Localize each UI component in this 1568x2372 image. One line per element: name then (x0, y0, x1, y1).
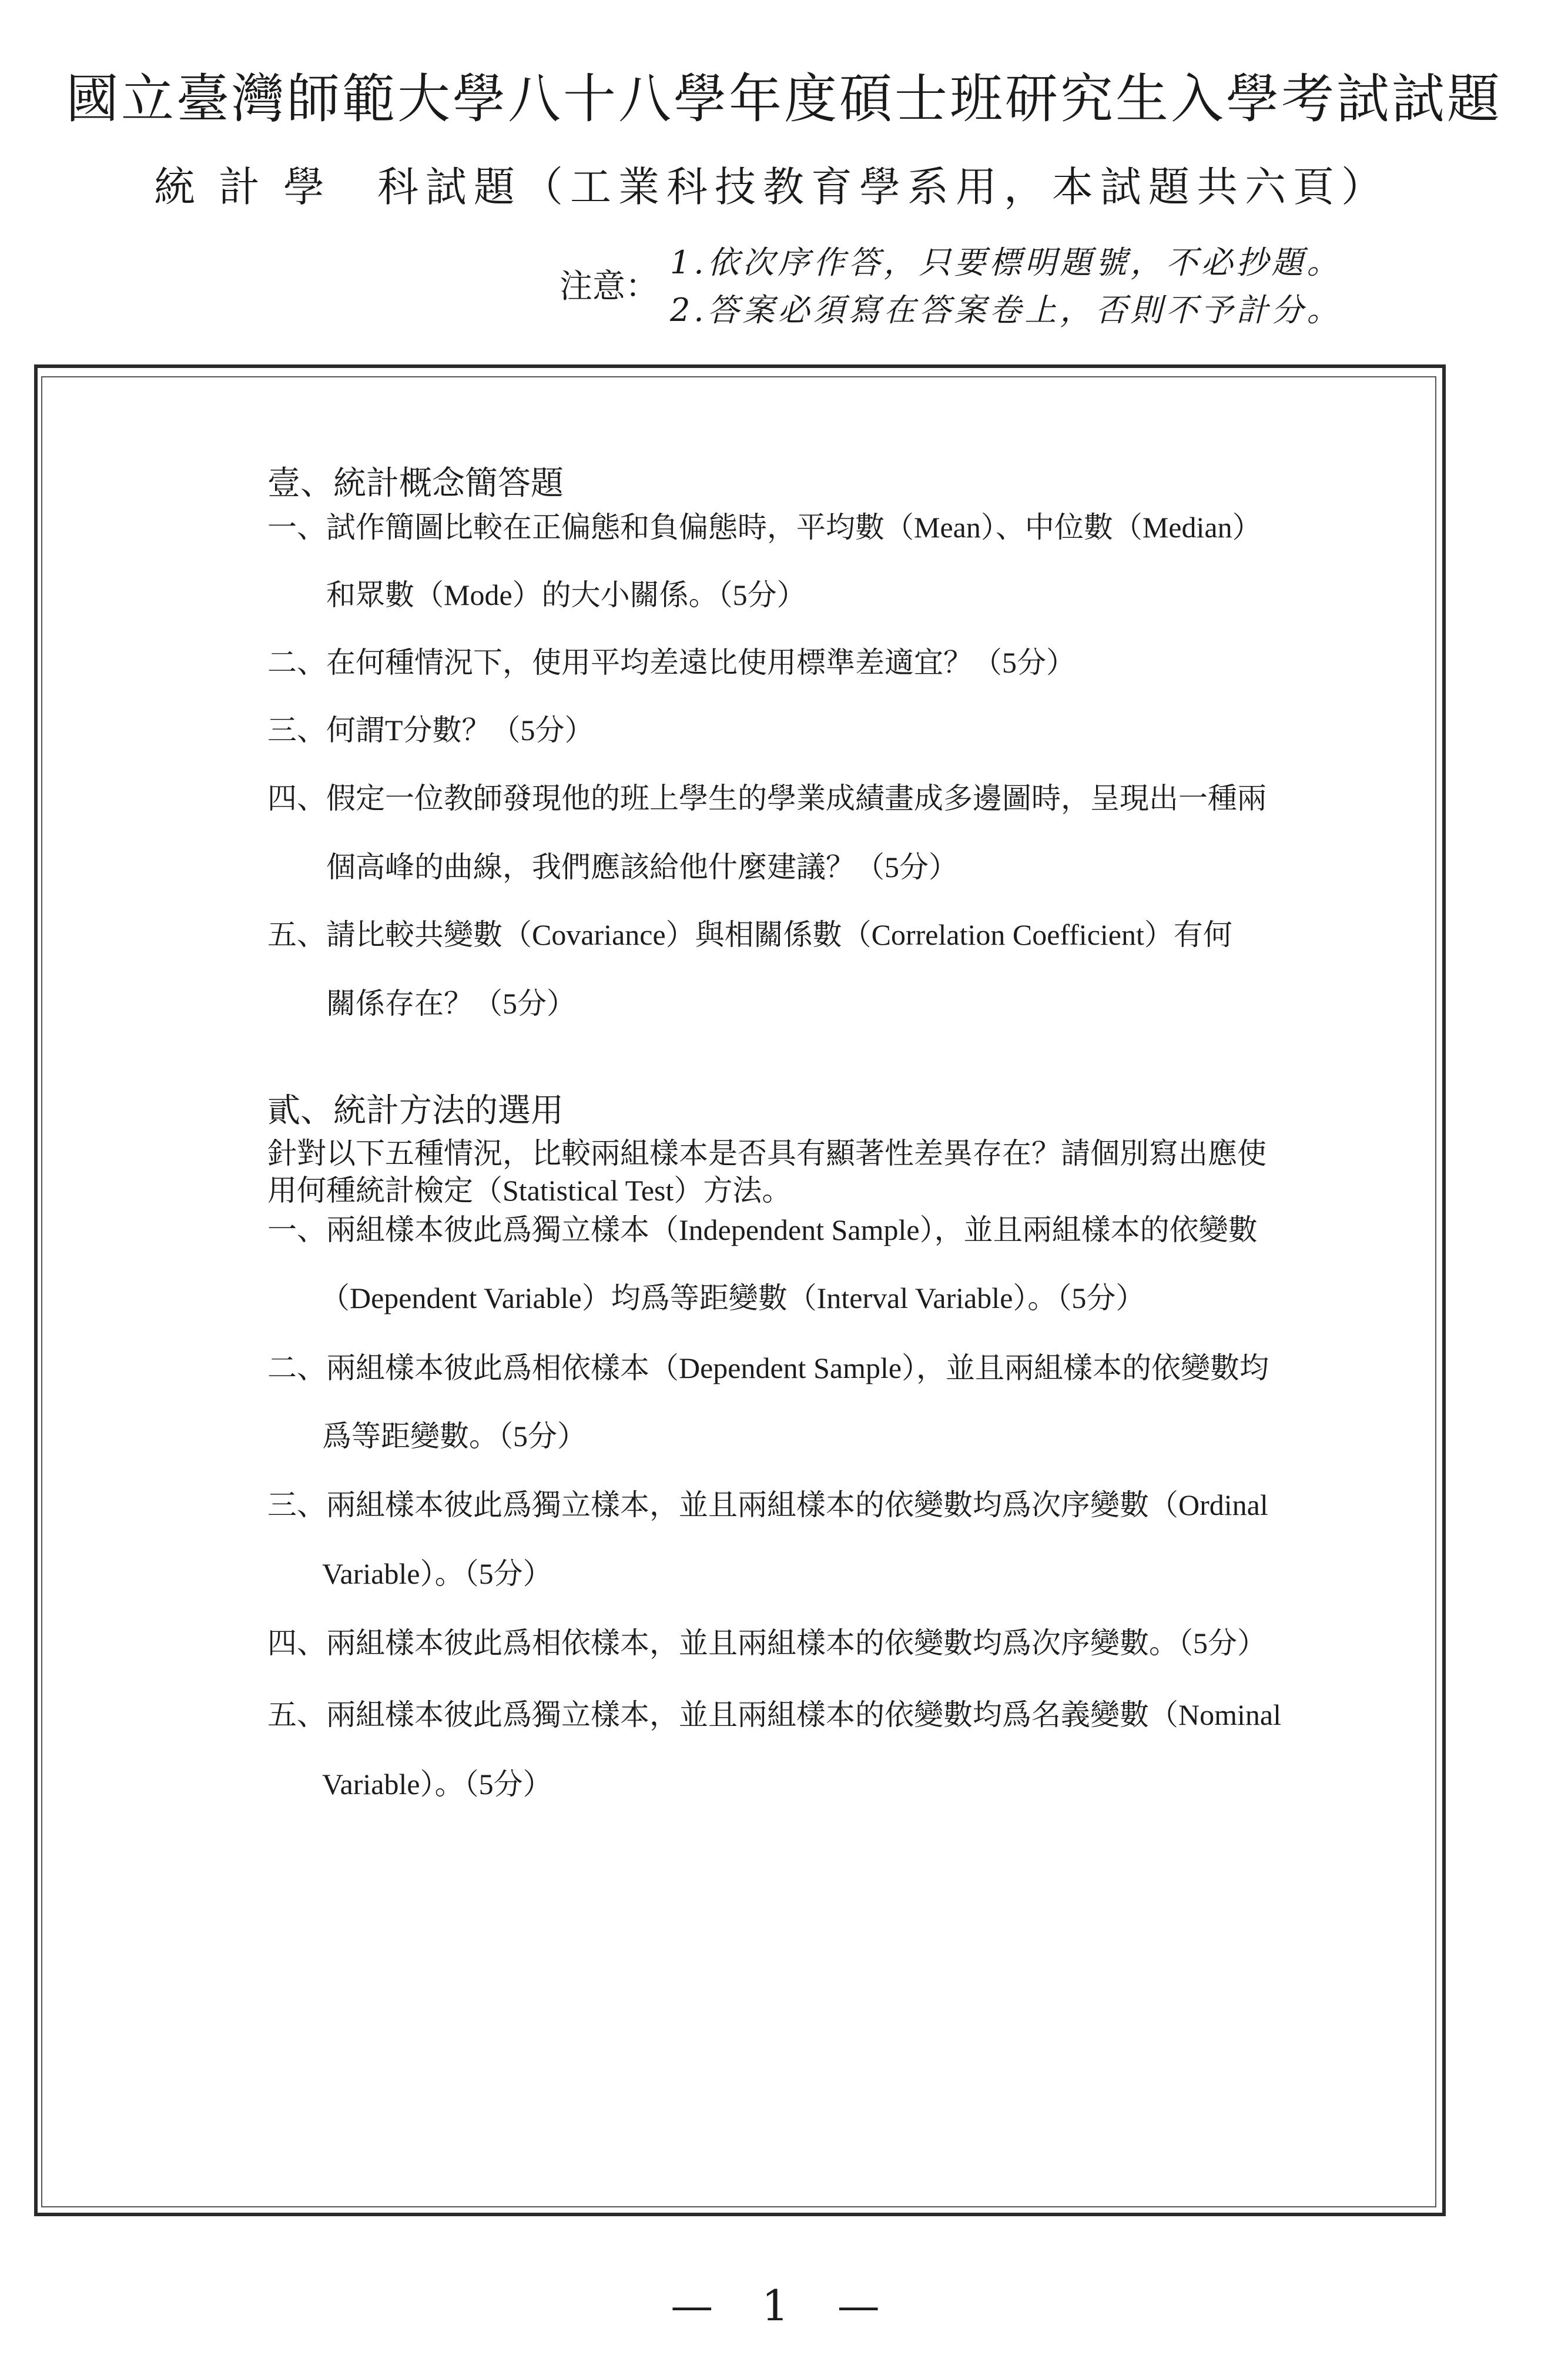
question-1-3: 三、何謂T分數？（5分） (267, 714, 594, 747)
question-2-2-line2: 爲等距變數。（5分） (322, 1420, 587, 1453)
subtitle-detail: 科試題（工業科技教育學系用，本試題共六頁） (377, 163, 1389, 211)
notice-item-1: 1.依次序作答，只要標明題號，不必抄題。 (670, 244, 1342, 281)
section-heading-1: 壹、統計概念簡答題 (267, 466, 564, 502)
section-2-intro-line2: 用何種統計檢定（Statistical Test）方法。 (267, 1174, 792, 1207)
question-1-5-line2: 關係存在？（5分） (326, 987, 576, 1020)
exam-subtitle (154, 154, 1389, 213)
question-2-3-line2: Variable）。（5分） (322, 1557, 552, 1590)
question-2-5-line2: Variable）。（5分） (322, 1768, 552, 1801)
subject-name: 統計學 (154, 163, 348, 211)
question-2-4: 四、兩組樣本彼此爲相依樣本，並且兩組樣本的依變數均爲次序變數。（5分） (267, 1627, 1267, 1660)
question-1-5-line1: 五、請比較共變數（Covariance）與相關係數（Correlation Coefficient）有何 (267, 918, 1232, 951)
page-number: — 1 — (671, 2281, 897, 2330)
question-2-5-line1: 五、兩組樣本彼此爲獨立樣本，並且兩組樣本的依變數均爲名義變數（Nominal (267, 1698, 1281, 1731)
question-2-3-line1: 三、兩組樣本彼此爲獨立樣本，並且兩組樣本的依變數均爲次序變數（Ordinal (267, 1488, 1268, 1521)
question-1-4-line2: 個高峰的曲線，我們應該給他什麼建議？（5分） (326, 851, 958, 884)
question-1-1-line2: 和眾數（Mode）的大小關係。（5分） (326, 578, 806, 611)
notice-item-2: 2.答案必須寫在答案卷上，否則不予計分。 (670, 292, 1342, 329)
question-1-1-line1: 一、試作簡圖比較在正偏態和負偏態時，平均數（Mean）、中位數（Median） (267, 511, 1262, 544)
question-2-1-line2: （Dependent Variable）均爲等距變數（Interval Variable）。（5分） (320, 1282, 1145, 1314)
question-1-2: 二、在何種情況下，使用平均差遠比使用標準差適宜？（5分） (267, 646, 1076, 679)
question-2-2-line1: 二、兩組樣本彼此爲相依樣本（Dependent Sample），並且兩組樣本的依變數均 (267, 1351, 1269, 1384)
section-heading-2: 貳、統計方法的選用 (267, 1093, 564, 1129)
section-2-intro-line1: 針對以下五種情況，比較兩組樣本是否具有顯著性差異存在？請個別寫出應使 (267, 1137, 1267, 1170)
question-1-4-line1: 四、假定一位教師發現他的班上學生的學業成績畫成多邊圖時，呈現出一種兩 (267, 782, 1267, 815)
question-2-1-line1: 一、兩組樣本彼此爲獨立樣本（Independent Sample），並且兩組樣本的依變數 (267, 1213, 1258, 1246)
exam-title: 國立臺灣師範大學八十八學年度碩士班研究生入學考試試題 (66, 68, 1502, 130)
notice-label: 注意： (559, 267, 658, 306)
